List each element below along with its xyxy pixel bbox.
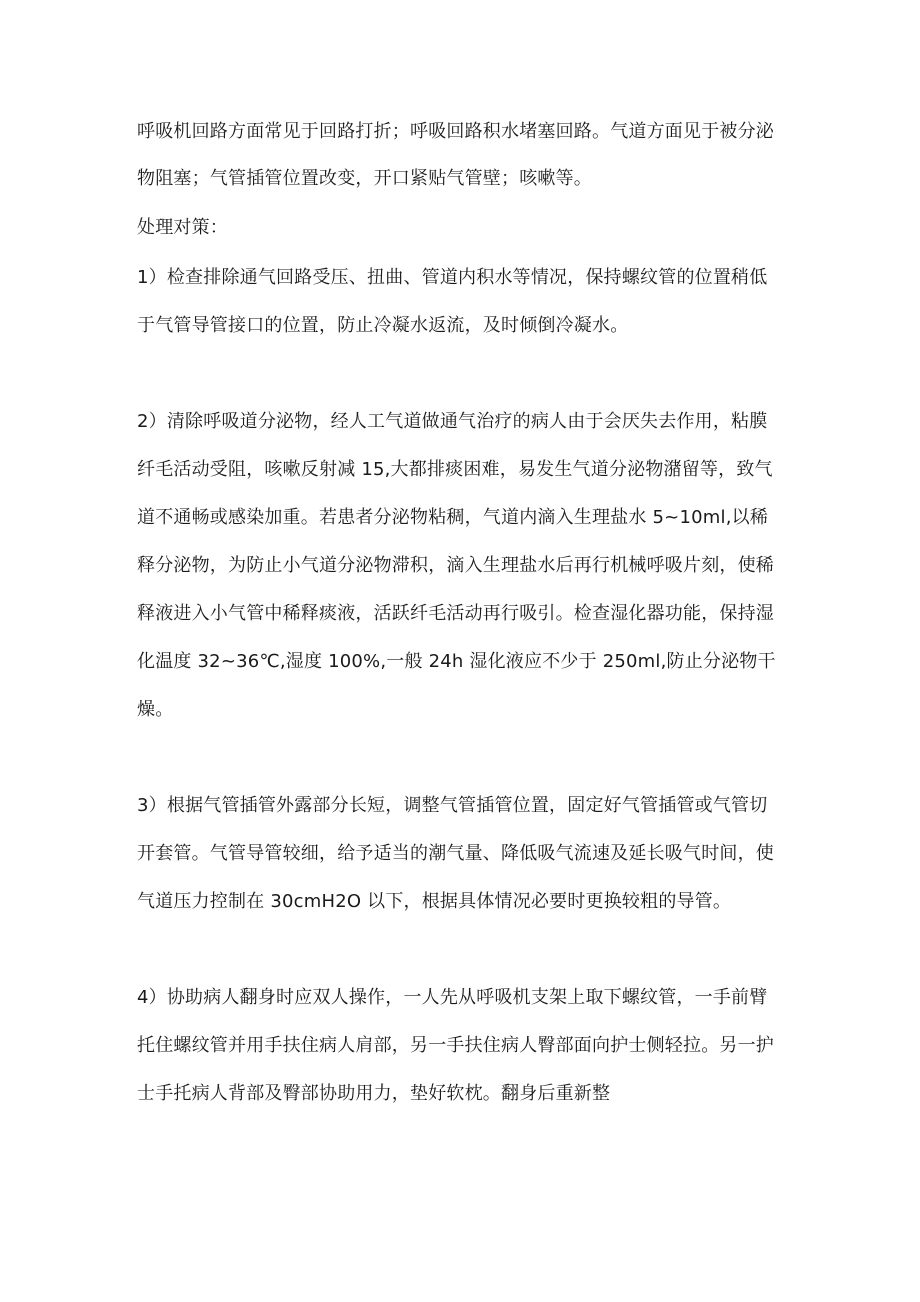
item-4-line-1: 4）协助病人翻身时应双人操作，一人先从呼吸机支架上取下螺纹管，一手前臂 [137,987,768,1008]
intro-line-1: 呼吸机回路方面常见于回路打折；呼吸回路积水堵塞回路。气道方面见于被分泌 [137,121,774,142]
item-1-line-2: 于气管导管接口的位置，防止冷凝水返流，及时倾倒冷凝水。 [137,315,629,336]
item-1-line-1: 1）检查排除通气回路受压、扭曲、管道内积水等情况，保持螺纹管的位置稍低 [137,267,768,288]
item-2-line-6: 化温度 32~36℃,湿度 100%,一般 24h 湿化液应不少于 250ml,防止分泌物干 [137,651,776,672]
item-4-line-2: 托住螺纹管并用手扶住病人肩部，另一手扶住病人臀部面向护士侧轻拉。另一护 [137,1035,774,1056]
item-2-line-3: 道不通畅或感染加重。若患者分泌物粘稠，气道内滴入生理盐水 5~10ml,以稀 [137,507,769,528]
item-2-line-5: 释液进入小气管中稀释痰液，活跃纤毛活动再行吸引。检查湿化器功能，保持湿 [137,603,774,624]
item-3-line-1: 3）根据气管插管外露部分长短，调整气管插管位置，固定好气管插管或气管切 [137,795,768,816]
item-4-line-3: 士手托病人背部及臀部协助用力，垫好软枕。翻身后重新整 [137,1083,611,1104]
intro-line-2: 物阻塞；气管插管位置改变，开口紧贴气管壁；咳嗽等。 [137,168,592,189]
item-2-line-2: 纤毛活动受阻，咳嗽反射减 15,大都排痰困难，易发生气道分泌物潴留等，致气 [137,459,773,480]
item-3-line-2: 开套管。气管导管较细，给予适当的潮气量、降低吸气流速及延长吸气时间，使 [137,843,774,864]
item-2-line-4: 释分泌物，为防止小气道分泌物滞积，滴入生理盐水后再行机械呼吸片刻，使稀 [137,555,774,576]
item-2-line-1: 2）清除呼吸道分泌物，经人工气道做通气治疗的病人由于会厌失去作用，粘膜 [137,411,768,432]
item-3-line-3: 气道压力控制在 30cmH2O 以下，根据具体情况必要时更换较粗的导管。 [137,891,732,912]
section-heading: 处理对策： [137,217,228,238]
item-2-line-7: 燥。 [137,699,174,720]
